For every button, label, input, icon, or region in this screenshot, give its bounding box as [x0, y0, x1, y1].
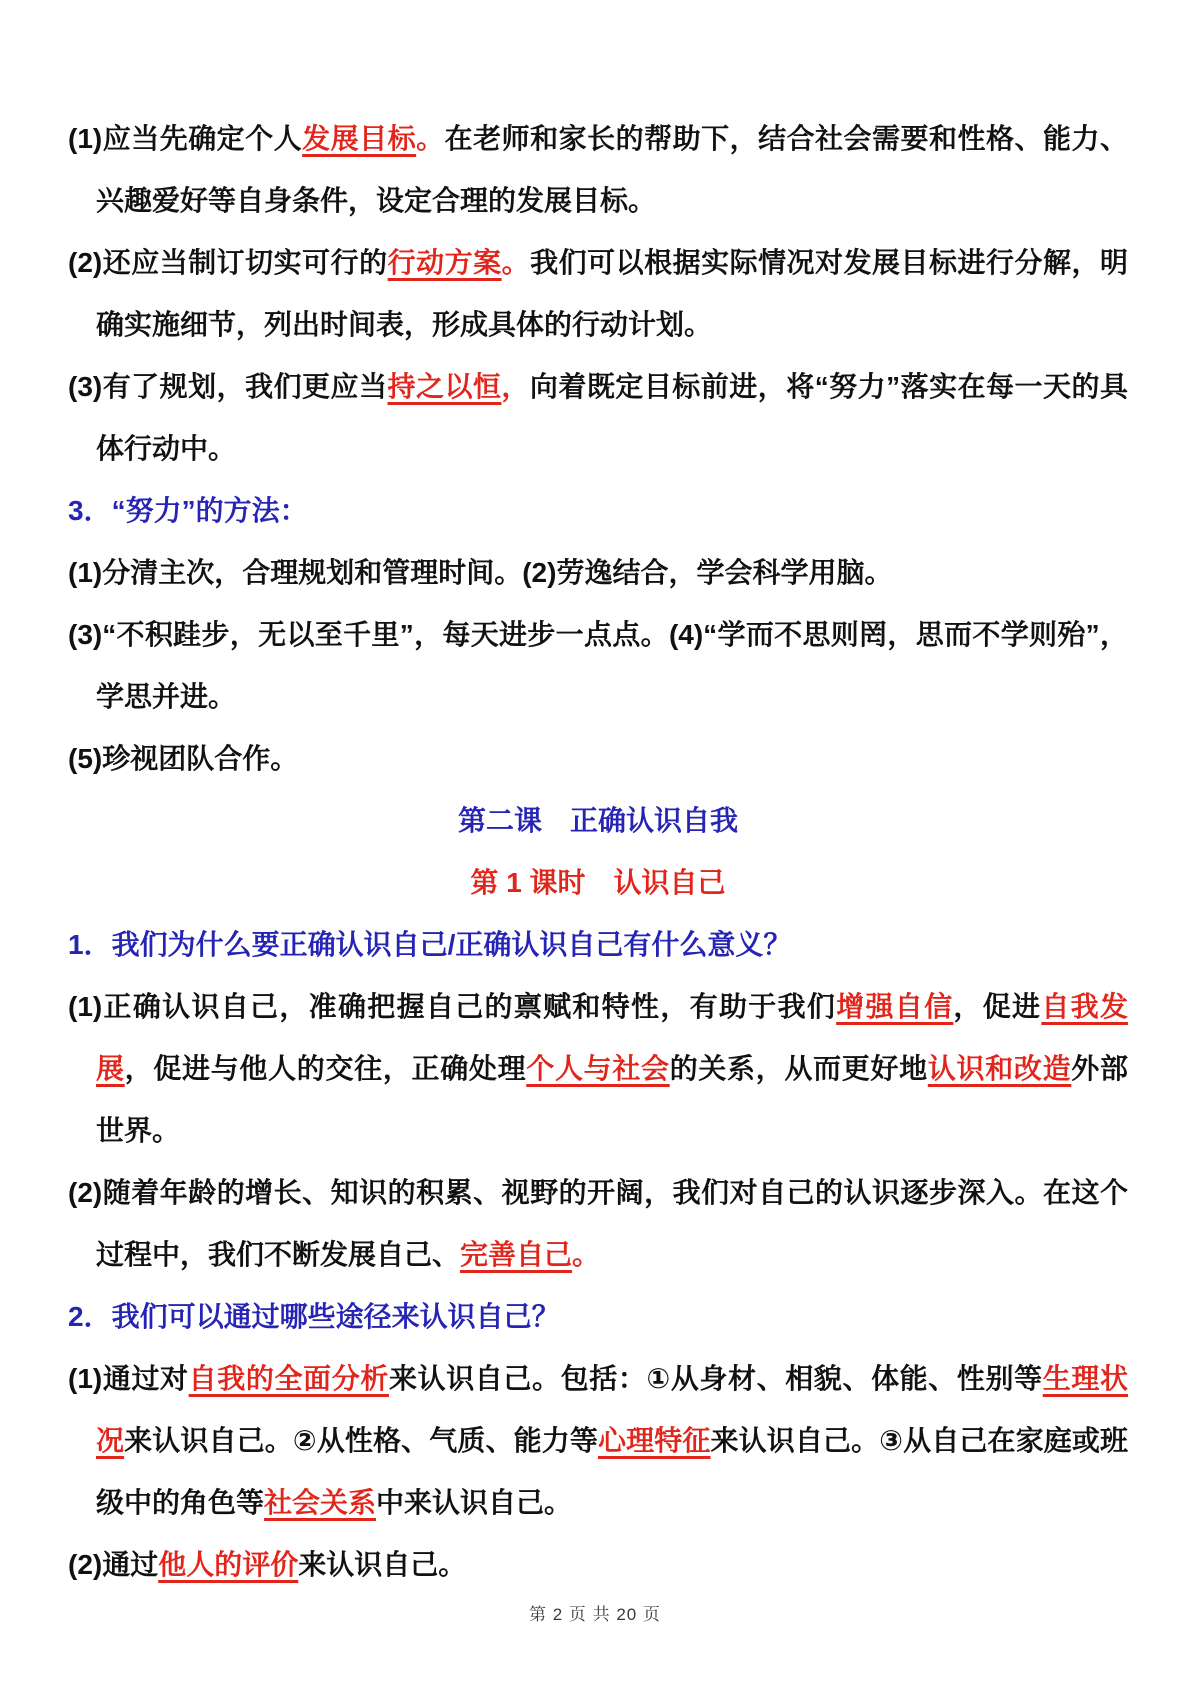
- emphasis-text: 自我发展: [96, 991, 1128, 1084]
- emphasis-text: 持之以恒: [387, 371, 502, 402]
- emphasis-text: 增强自信: [836, 991, 954, 1022]
- question-2-ways-know-self: [68, 1286, 1128, 1348]
- text-run: (2)随着年龄的增长、知识的积累、视野的开阔，我们对自己的认识逐步深入。在这个过程中，我们不断发展自己、: [68, 1177, 1128, 1270]
- text-run: 中来认识自己。: [376, 1487, 573, 1518]
- text-run: 3．“努力”的方法：: [68, 495, 308, 526]
- text-run: (1)通过对: [68, 1363, 189, 1394]
- para-answer-2-1: [68, 1348, 1128, 1534]
- text-run: 。: [501, 247, 531, 278]
- page-footer: 第 2 页 共 20 页: [529, 1605, 661, 1624]
- para-methods-5: [68, 728, 1128, 790]
- text-run: 的关系，从而更好地: [669, 1053, 928, 1084]
- text-run: 。: [416, 123, 445, 154]
- text-run: 来认识自己。包括：①从身材、相貌、体能、性别等: [388, 1363, 1043, 1394]
- text-run: 外部世界。: [96, 1053, 1128, 1146]
- period-title: [68, 852, 1128, 914]
- emphasis-text: 认识和改造: [927, 1053, 1072, 1084]
- para-answer-1-1: [68, 976, 1128, 1162]
- para-point-3: [68, 356, 1128, 480]
- text-run: (2)还应当制订切实可行的: [68, 247, 388, 278]
- emphasis-text: 行动方案: [387, 247, 502, 278]
- text-run: (3)有了规划，我们更应当: [68, 371, 388, 402]
- text-run: (1)正确认识自己，准确把握自己的禀赋和特性，有助于我们: [68, 991, 837, 1022]
- emphasis-text: 发展目标: [302, 123, 417, 154]
- text-run: 来认识自己。: [298, 1549, 467, 1580]
- para-answer-2-2: [68, 1534, 1128, 1596]
- text-run: 在老师和家长的帮助下，结合社会需要和性格、能力、兴趣爱好等自身条件，设定合理的发展目标。: [96, 123, 1128, 216]
- text-run: 来认识自己。③从自己在家庭或班级中的角色等: [96, 1425, 1128, 1518]
- text-run: 我们可以根据实际情况对发展目标进行分解，明确实施细节，列出时间表，形成具体的行动计划。: [96, 247, 1128, 340]
- emphasis-text: 个人与社会: [526, 1053, 670, 1084]
- text-run: 第二课 正确认识自我: [457, 805, 738, 836]
- text-run: 第 1 课时 认识自己: [470, 867, 726, 898]
- text-run: (2)通过: [68, 1549, 159, 1580]
- text-run: 。: [572, 1239, 601, 1270]
- question-3-effort-methods: [68, 480, 1128, 542]
- emphasis-text: 自我的全面分析: [188, 1363, 389, 1394]
- question-1-why-know-self: [68, 914, 1128, 976]
- emphasis-text: 心理特征: [598, 1425, 711, 1456]
- text-run: 来认识自己。②从性格、气质、能力等: [124, 1425, 598, 1456]
- text-run: 1．我们为什么要正确认识自己/正确认识自己有什么意义？: [68, 929, 792, 960]
- para-point-1: [68, 108, 1128, 232]
- para-point-2: [68, 232, 1128, 356]
- text-run: (5)珍视团队合作。: [68, 743, 299, 774]
- emphasis-text: 生理状况: [96, 1363, 1128, 1456]
- emphasis-text: 他人的评价: [158, 1549, 299, 1580]
- emphasis-text: 完善自己: [460, 1239, 573, 1270]
- text-run: (1)应当先确定个人: [68, 123, 303, 154]
- text-run: 向着既定目标前进，将“努力”落实在每一天的具体行动中。: [96, 371, 1128, 464]
- text-run: ，促进: [953, 991, 1042, 1022]
- para-methods-1-2: [68, 542, 1128, 604]
- para-methods-3-4: [68, 604, 1128, 728]
- text-run: (3)“不积跬步，无以至千里”，每天进步一点点。(4)“学而不思则罔，思而不学则殆”，学思并进。: [68, 619, 1128, 712]
- text-run: ，: [501, 371, 530, 402]
- text-run: ，促进与他人的交往，正确处理: [124, 1053, 527, 1084]
- text-run: 2．我们可以通过哪些途径来认识自己？: [68, 1301, 560, 1332]
- para-answer-1-2: [68, 1162, 1128, 1286]
- emphasis-text: 社会关系: [264, 1487, 377, 1518]
- lesson-title: [68, 790, 1128, 852]
- text-run: (1)分清主次，合理规划和管理时间。(2)劳逸结合，学会科学用脑。: [68, 557, 893, 588]
